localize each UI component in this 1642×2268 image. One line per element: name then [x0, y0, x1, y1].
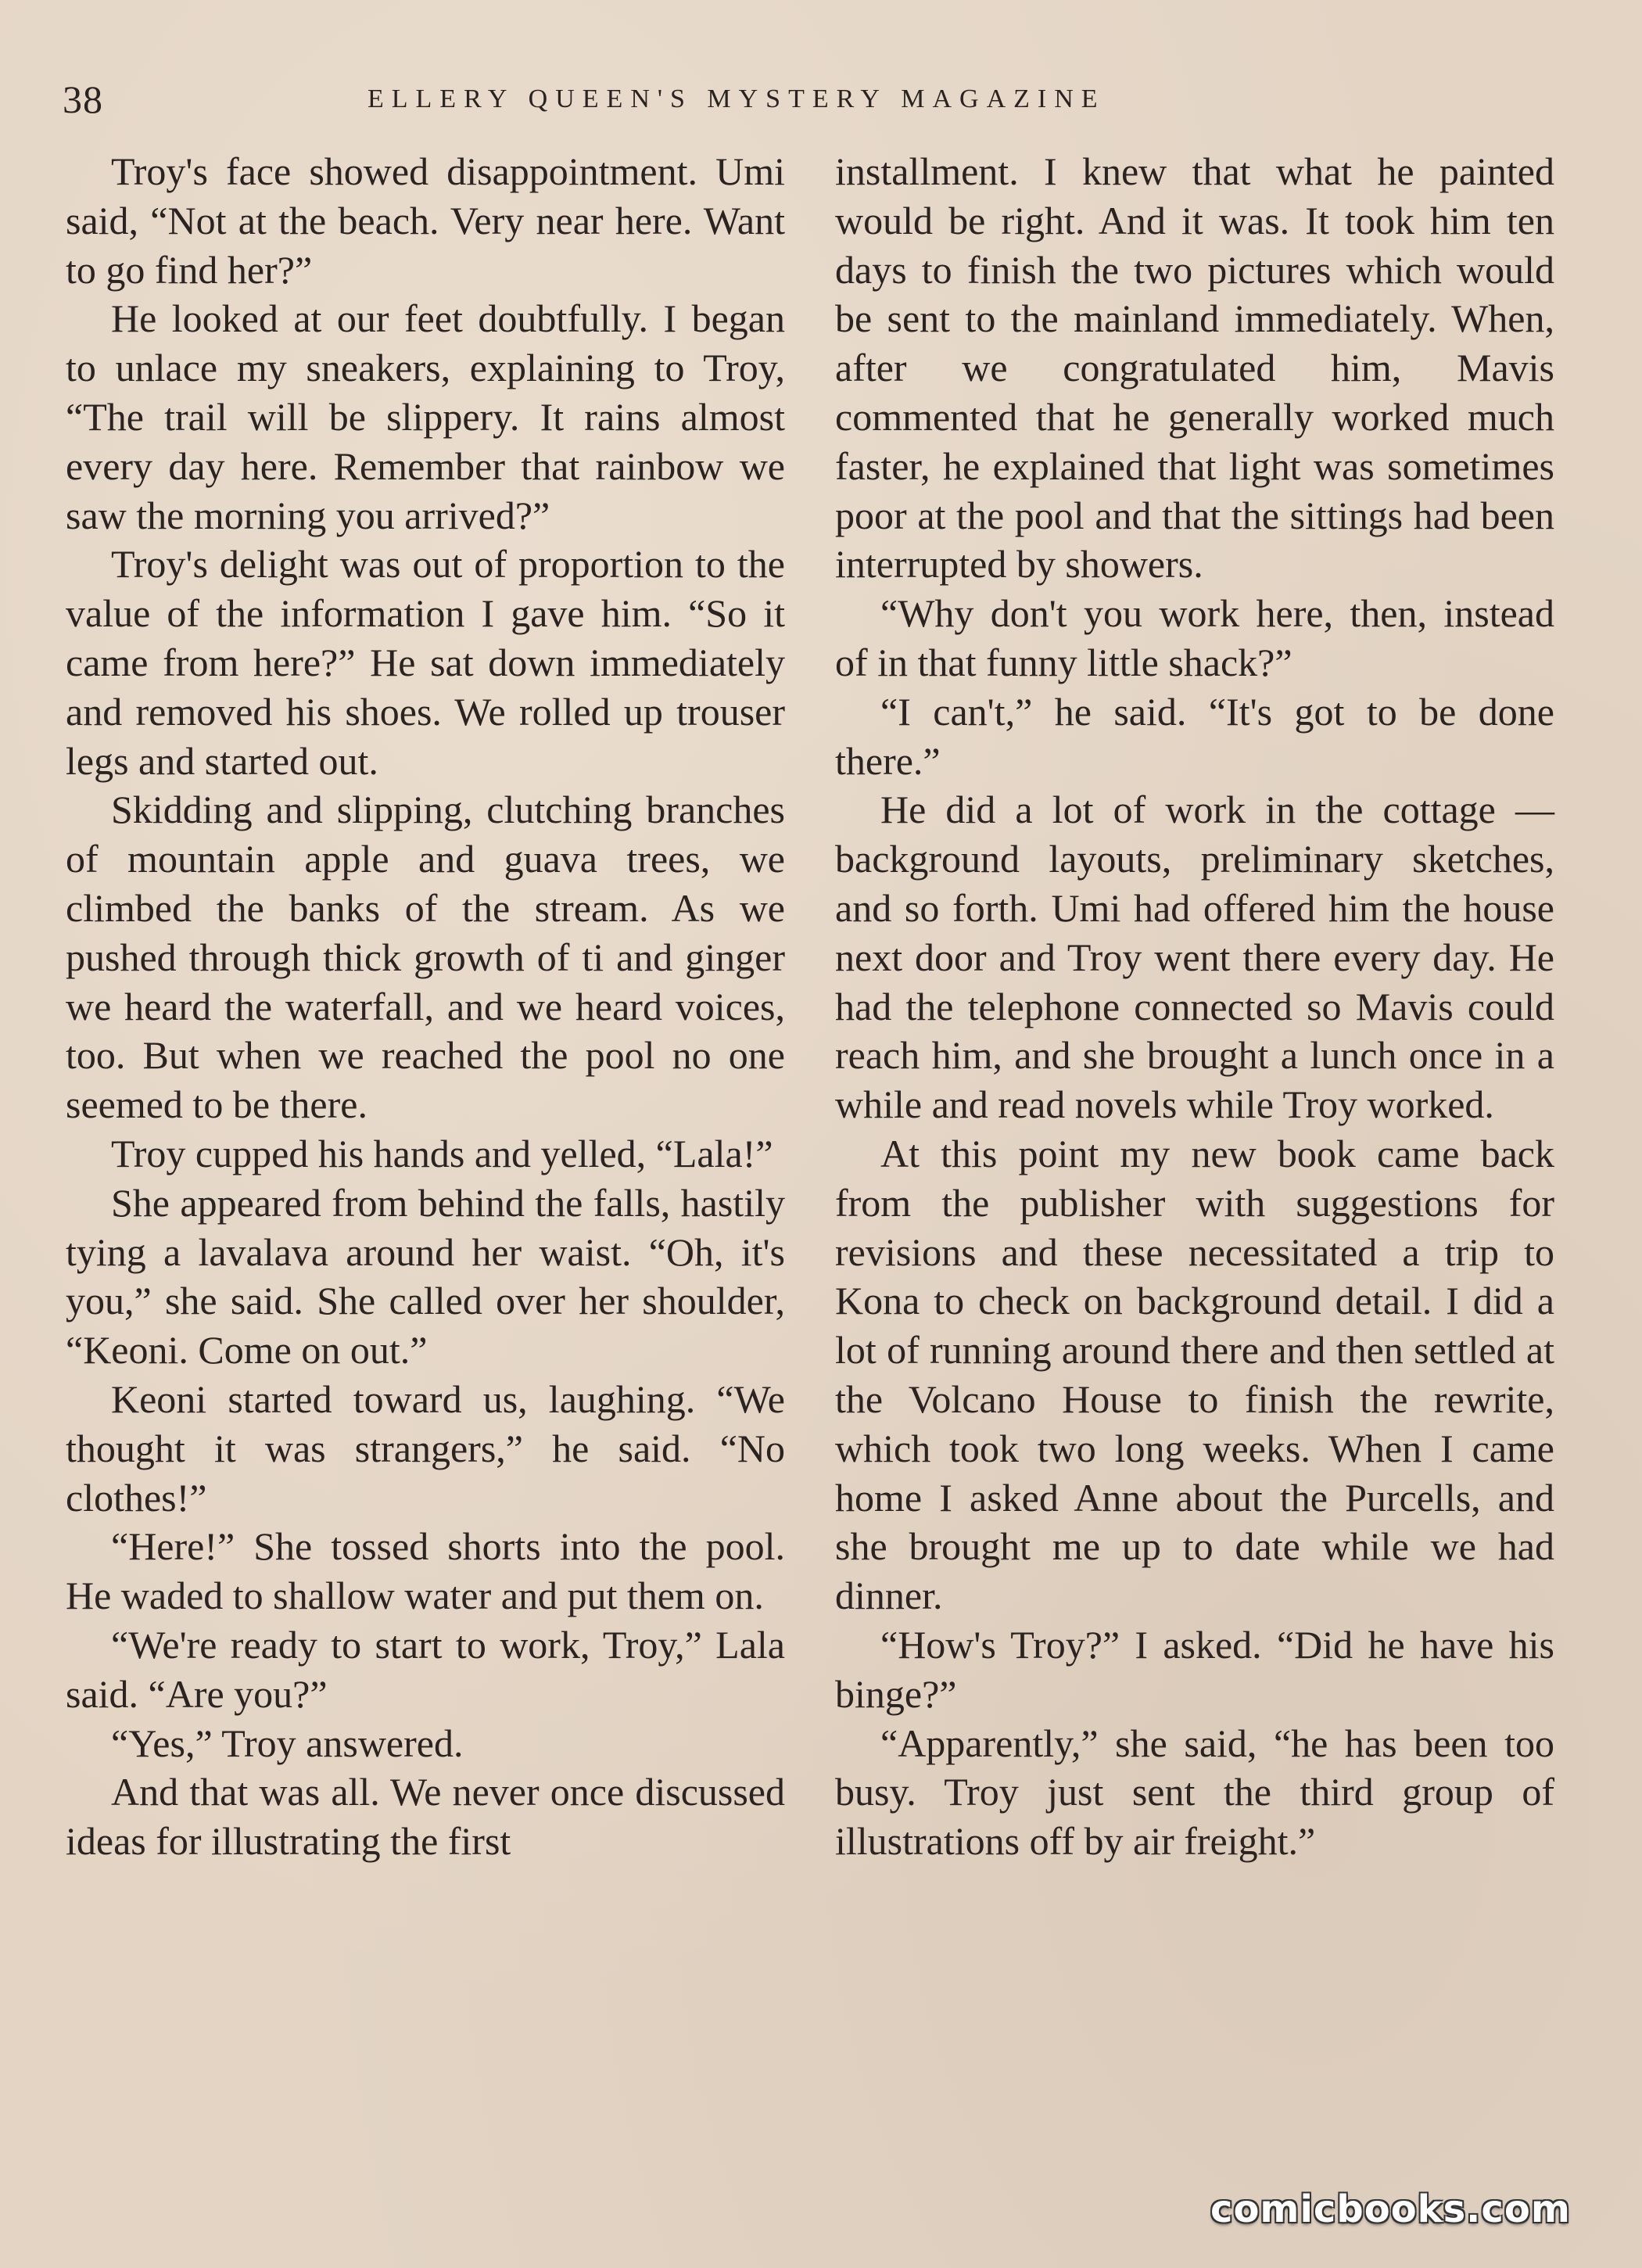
paragraph: “Why don't you work here, then, instead of in that funny little shack?”: [835, 591, 1554, 684]
paragraph: “Apparently,” she said, “he has been too busy. Troy just sent the third group of illustrations off by air freight.”: [835, 1721, 1554, 1864]
page-header: [63, 72, 1564, 127]
paragraph: “I can't,” he said. “It's got to be done there.”: [835, 689, 1554, 783]
paragraph: She appeared from behind the falls, hastily tying a lavalava around her waist. “Oh, it's you,” she said. She called over her shoulder, “Keoni. Come on out.”: [66, 1180, 785, 1373]
paragraph: Troy cupped his hands and yelled, “Lala!”: [111, 1131, 773, 1175]
paragraph: Troy's delight was out of proportion to the value of the information I gave him. “So it came from here?” He sat down immediately and removed his shoes. We rolled up trouser legs and started out.: [66, 542, 785, 783]
running-head: ELLERY QUEEN'S MYSTERY MAGAZINE: [367, 84, 1106, 113]
right-column: [835, 147, 1554, 1866]
paragraph: Skidding and slipping, clutching branches of mountain apple and guava trees, we climbed the banks of the stream. As we pushed through thick growth of ti and ginger we heard the waterfall, and we heard voices, too. But when we reached the pool no one seemed to be there.: [66, 788, 785, 1127]
paragraph: He did a lot of work in the cottage — background layouts, preliminary sketches, and so forth. Umi had offered him the house next door and Troy went there every day. He had the telephone connected so Mavis could reach him, and she brought a lunch once in a while and read novels while Troy worked.: [835, 788, 1554, 1127]
paragraph: “We're ready to start to work, Troy,” Lala said. “Are you?”: [66, 1622, 785, 1716]
site-watermark: comicbooks.com: [1210, 2187, 1571, 2231]
paragraph: Keoni started toward us, laughing. “We thought it was strangers,” he said. “No clothes!”: [66, 1376, 785, 1520]
left-column: [66, 147, 785, 1866]
paragraph: And that was all. We never once discussed ideas for illustrating the first: [66, 1770, 785, 1864]
page-number: 38: [63, 77, 103, 121]
paragraph: “How's Troy?” I asked. “Did he have his binge?”: [835, 1622, 1554, 1716]
paragraph: “Yes,” Troy answered.: [111, 1721, 464, 1765]
paragraph-continuation: installment. I knew that what he painted would be right. And it was. It took him ten days to finish the two pictures which would be sent to the mainland immediately. When, after we congratulated him, Mavis commented that he generally worked much faster, he explained that light was sometimes poor at the pool and that the sittings had been interrupted by showers.: [835, 149, 1554, 587]
paragraph: He looked at our feet doubtfully. I began to unlace my sneakers, explaining to Troy, “The trail will be slippery. It rains almost every day here. Remember that rainbow we saw the morning you arrived?”: [66, 296, 785, 537]
paragraph: Troy's face showed disappointment. Umi said, “Not at the beach. Very near here. Want to go find her?”: [66, 149, 785, 292]
paragraph: At this point my new book came back from the publisher with suggestions for revisions and these necessitated a trip to Kona to check on background detail. I did a lot of running around there and then settled at the Volcano House to finish the rewrite, which took two long weeks. When I came home I asked Anne about the Purcells, and she brought me up to date while we had dinner.: [835, 1131, 1554, 1618]
paragraph: “Here!” She tossed shorts into the pool. He waded to shallow water and put them on.: [66, 1524, 785, 1618]
